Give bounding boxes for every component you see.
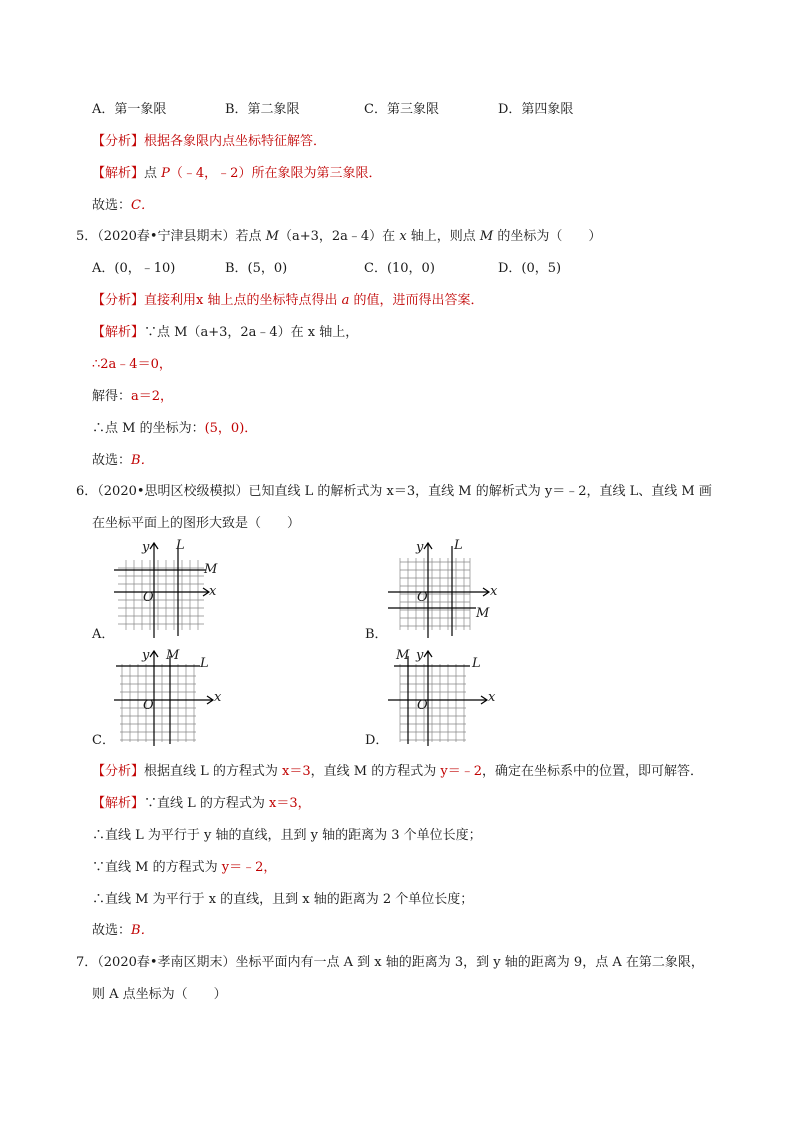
q5-stem-mid2: 轴上，则点 [406, 229, 480, 244]
q5-solution-1 [92, 323, 358, 343]
q5-option-a: A．(0，﹣10) [92, 261, 176, 276]
q5-stem-post: 的坐标为（ ） [493, 229, 602, 244]
analysis-tag: 【分析】 [92, 764, 145, 779]
q5-answer [92, 451, 154, 471]
answer-prefix: 故选： [92, 198, 132, 213]
q6-solution-4: ∴直线 M 为平行于 x 的直线，且到 x 轴的距离为 2 个单位长度； [92, 892, 474, 907]
q5-option-d: D．(0，5) [498, 261, 562, 276]
line-m-label: M [166, 648, 180, 663]
analysis-a: 根据直线 L 的方程式为 [144, 764, 283, 779]
analysis-c: ，直线 M 的方程式为 [310, 764, 441, 779]
origin-label: O [143, 698, 154, 713]
q4-option-a: A．第一象限 [92, 102, 167, 117]
graph-c [112, 646, 232, 750]
solution-3a: ∵直线 M 的方程式为 [92, 860, 222, 875]
axis-x-label: x [209, 584, 217, 599]
graph-b [386, 538, 506, 642]
q5-var-m2: M [479, 229, 494, 244]
choice-c: C． [92, 733, 115, 748]
solution-3-val: a＝2， [131, 389, 174, 404]
solution-1a: ∵直线 L 的方程式为 [144, 796, 270, 811]
axis-y-label: y [416, 540, 424, 555]
choice-b: B． [365, 627, 388, 642]
solution-4-pre: ∴点 M 的坐标为： [92, 421, 205, 436]
line-m-label: M [396, 648, 410, 663]
q6-solution-1 [92, 794, 311, 814]
point-p: P [161, 166, 170, 181]
q5-stem-mid: （a+3，2a﹣4）在 [278, 229, 400, 244]
solution-coords: （﹣4，﹣2）所在象限为第三象限． [169, 166, 382, 181]
q6-stem-1: 6．（2020•思明区校级模拟）已知直线 L 的解析式为 x＝3，直线 M 的解析式为 y＝﹣2，直线 L、直线 M 画 [76, 484, 712, 499]
q5-analysis [92, 291, 484, 311]
analysis-var-a: a [341, 293, 350, 308]
answer-value: B． [131, 453, 154, 468]
choice-a: A． [92, 627, 115, 642]
q6-answer [92, 921, 154, 941]
q6-analysis [92, 762, 703, 782]
q5-option-b: B．(5，0) [225, 261, 288, 276]
analysis-e: ，确定在坐标系中的位置，即可解答． [482, 764, 704, 779]
q4-option-c: C．第三象限 [364, 102, 439, 117]
solution-tag: 【解析】 [92, 166, 145, 181]
analysis-tag: 【分析】 [92, 293, 145, 308]
axis-y-label: y [142, 540, 150, 555]
q5-solution-2: ∴2a﹣4＝0， [92, 357, 172, 372]
line-l-label: L [454, 538, 463, 553]
solution-tag: 【解析】 [92, 796, 145, 811]
analysis-text-a: 直接利用x 轴上点的坐标特点得出 [144, 293, 342, 308]
line-m-label: M [204, 562, 218, 577]
axis-y-label: y [142, 648, 150, 663]
solution-tag: 【解析】 [92, 325, 145, 340]
analysis-text: 根据各象限内点坐标特征解答． [144, 134, 327, 149]
answer-prefix: 故选： [92, 453, 132, 468]
analysis-tag: 【分析】 [92, 134, 145, 149]
axis-y-label: y [416, 648, 424, 663]
line-l-label: L [176, 538, 185, 553]
q4-option-b: B．第二象限 [225, 102, 300, 117]
line-l-label: L [200, 656, 209, 671]
solution-text: 点 [144, 166, 162, 181]
graph-a [112, 538, 232, 642]
choice-d: D． [365, 733, 389, 748]
line-l-label: L [472, 656, 481, 671]
q6-solution-2: ∴直线 L 为平行于 y 轴的直线，且到 y 轴的距离为 3 个单位长度； [92, 828, 482, 843]
solution-3-pre: 解得： [92, 389, 132, 404]
analysis-text-b: 的值，进而得出答案． [349, 293, 484, 308]
q6-stem-2: 在坐标平面上的图形大致是（ ） [92, 516, 301, 531]
answer-value: C． [131, 198, 154, 213]
q4-analysis [92, 132, 326, 152]
q5-option-c: C．(10，0) [364, 261, 435, 276]
solution-4-val: (5，0)． [204, 421, 258, 436]
q5-var-m: M [265, 229, 279, 244]
analysis-d: y＝﹣2 [440, 764, 482, 779]
q7-stem-2: 则 A 点坐标为（ ） [92, 987, 227, 1002]
q4-solution [92, 164, 381, 184]
solution-3b: y＝﹣2， [221, 860, 277, 875]
axis-x-label: x [490, 584, 498, 599]
axis-x-label: x [488, 690, 496, 705]
origin-label: O [417, 590, 428, 605]
q4-option-d: D．第四象限 [498, 102, 574, 117]
answer-prefix: 故选： [92, 923, 132, 938]
q5-solution-4 [92, 419, 257, 439]
solution-line-1: ∵点 M（a+3，2a﹣4）在 x 轴上， [144, 325, 359, 340]
q7-stem-1: 7．（2020春•孝南区期末）坐标平面内有一点 A 到 x 轴的距离为 3，到 y 轴的距离为 9，点 A 在第二象限， [76, 955, 704, 970]
origin-label: O [417, 698, 428, 713]
solution-1b: x＝3， [269, 796, 311, 811]
q5-var-x: x [399, 229, 407, 244]
analysis-b: x＝3 [282, 764, 311, 779]
axis-x-label: x [214, 690, 222, 705]
graph-d [386, 646, 506, 750]
q5-stem-pre: 5．（2020春•宁津县期末）若点 [76, 229, 266, 244]
q5-solution-3 [92, 387, 173, 407]
origin-label: O [143, 590, 154, 605]
answer-value: B． [131, 923, 154, 938]
q6-solution-3 [92, 858, 276, 878]
q5-stem [76, 227, 601, 247]
line-m-label: M [476, 606, 490, 621]
q4-answer [92, 196, 154, 216]
